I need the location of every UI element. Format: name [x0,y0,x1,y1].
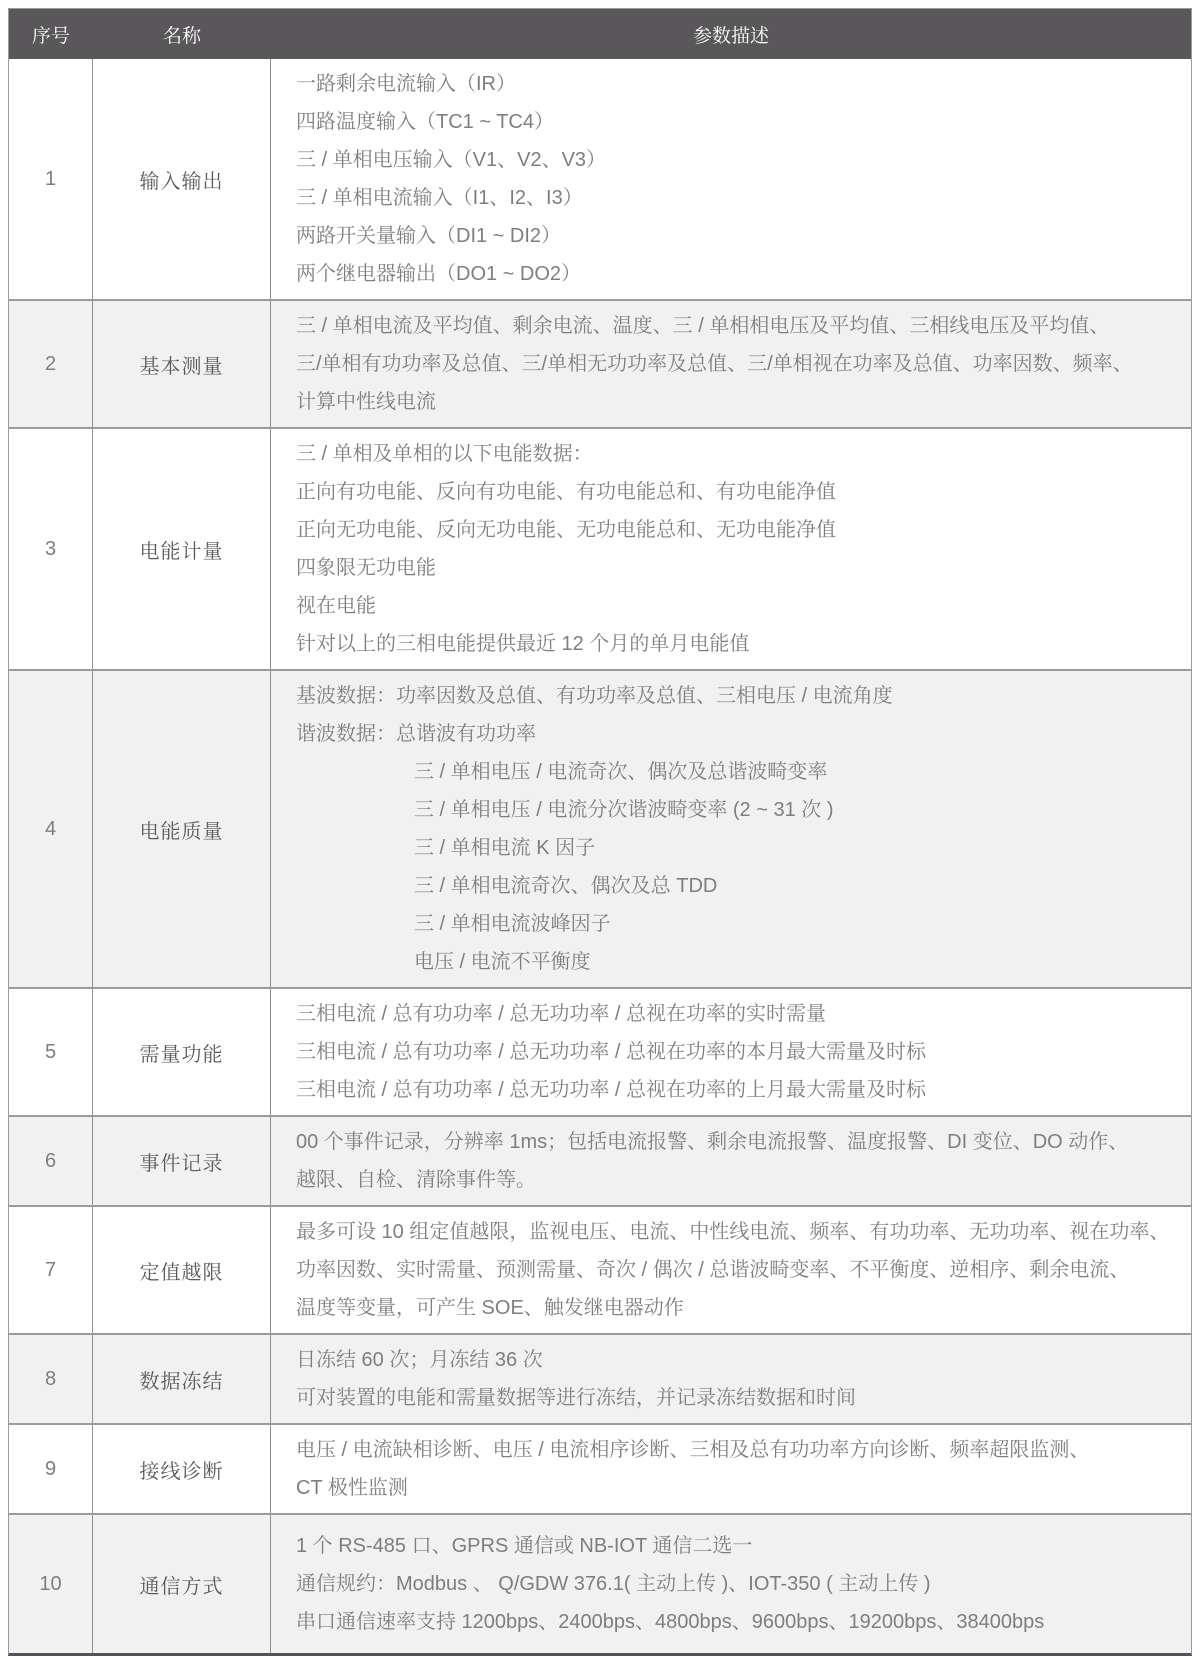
description-line: 计算中性线电流 [296,391,436,413]
table-body [9,59,1191,1653]
description-line: 正向有功电能、反向有功电能、有功电能总和、有功电能净值 [296,481,836,503]
row-number-cell: 5 [9,989,93,1115]
header-cell-description: 参数描述 [692,25,769,47]
row-name-cell: 定值越限 [93,1207,271,1333]
description-line: 正向无功电能、反向无功电能、无功电能总和、无功电能净值 [296,519,836,541]
description-line: 串口通信速率支持 1200bps、2400bps、4800bps、9600bps、19200bps、38400bps [296,1611,1045,1633]
header-cell-name: 名称 [162,25,201,47]
description-line: 三 / 单相及单相的以下电能数据： [296,443,593,465]
description-line: 电压 / 电流不平衡度 [414,951,591,973]
row-description-cell [271,671,1191,987]
description-line: 三 / 单相电流输入（I1、I2、I3） [296,187,583,209]
row-description-cell [271,989,1191,1115]
row-name-cell: 需量功能 [93,989,271,1115]
table-row [9,1513,1191,1653]
description-line: 视在电能 [296,595,376,617]
description-line: 三 / 单相电压 / 电流奇次、偶次及总谐波畸变率 [414,761,828,783]
description-line: 三 / 单相电流奇次、偶次及总 TDD [414,875,718,897]
description-line: 两个继电器输出（DO1 ~ DO2） [296,263,582,285]
header-cell-number: 序号 [31,25,70,47]
row-description-cell [271,429,1191,669]
description-line: 1 个 RS-485 口、GPRS 通信或 NB-IOT 通信二选一 [296,1535,753,1557]
row-description-cell [271,301,1191,427]
row-number-cell: 10 [9,1515,93,1653]
table-row [9,1115,1191,1205]
row-number-cell: 8 [9,1335,93,1423]
description-line: 可对装置的电能和需量数据等进行冻结，并记录冻结数据和时间 [296,1387,856,1409]
row-name-cell: 电能质量 [93,671,271,987]
table-row [9,669,1191,987]
row-number-cell: 3 [9,429,93,669]
row-description-cell [271,1335,1191,1423]
table-header-row [9,9,1191,59]
description-line: 电压 / 电流缺相诊断、电压 / 电流相序诊断、三相及总有功功率方向诊断、频率超限监测、 [296,1439,1090,1461]
row-number-cell: 1 [9,59,93,299]
description-line: 越限、自检、清除事件等。 [296,1169,536,1191]
row-description-cell [271,1425,1191,1513]
description-line: 基波数据：功率因数及总值、有功功率及总值、三相电压 / 电流角度 [296,685,893,707]
description-line: 通信规约：Modbus 、 Q/GDW 376.1( 主动上传 )、IOT-350 ( 主动上传 ) [296,1573,931,1595]
description-line: 谐波数据：总谐波有功功率 [296,723,536,745]
table-row [9,427,1191,669]
description-line: 一路剩余电流输入（IR） [296,73,516,95]
row-number-cell: 4 [9,671,93,987]
row-name-cell: 基本测量 [93,301,271,427]
description-line: 三 / 单相电流 K 因子 [414,837,596,859]
table-row [9,1423,1191,1513]
row-description-cell [271,1207,1191,1333]
description-line: 三相电流 / 总有功功率 / 总无功功率 / 总视在功率的本月最大需量及时标 [296,1041,927,1063]
row-number-cell: 9 [9,1425,93,1513]
row-name-cell: 事件记录 [93,1117,271,1205]
row-name-cell: 数据冻结 [93,1335,271,1423]
description-line: CT 极性监测 [296,1477,408,1499]
table-row [9,987,1191,1115]
description-line: 温度等变量，可产生 SOE、触发继电器动作 [296,1297,684,1319]
description-line: 最多可设 10 组定值越限，监视电压、电流、中性线电流、频率、有功功率、无功功率、视在功率、 [296,1221,1170,1243]
row-description-cell [271,59,1191,299]
row-number-cell: 2 [9,301,93,427]
description-line: 三/单相有功功率及总值、三/单相无功功率及总值、三/单相视在功率及总值、功率因数、频率、 [296,353,1133,375]
row-name-cell: 接线诊断 [93,1425,271,1513]
row-number-cell: 6 [9,1117,93,1205]
row-name-cell: 输入输出 [93,59,271,299]
description-line: 日冻结 60 次；月冻结 36 次 [296,1349,543,1371]
parameter-table [8,8,1192,1656]
description-line: 两路开关量输入（DI1 ~ DI2） [296,225,562,247]
description-line: 针对以上的三相电能提供最近 12 个月的单月电能值 [296,633,750,655]
description-line: 三 / 单相电压输入（V1、V2、V3） [296,149,607,171]
row-description-cell [271,1117,1191,1205]
table-row [9,1333,1191,1423]
description-line: 三 / 单相电流及平均值、剩余电流、温度、三 / 单相相电压及平均值、三相线电压及平均值、 [296,315,1110,337]
row-description-cell [271,1515,1191,1653]
table-row [9,1205,1191,1333]
description-line: 三 / 单相电压 / 电流分次谐波畸变率 (2 ~ 31 次 ) [414,799,834,821]
table-row [9,59,1191,299]
description-line: 四路温度输入（TC1 ~ TC4） [296,111,554,133]
row-name-cell: 通信方式 [93,1515,271,1653]
table-row [9,299,1191,427]
row-name-cell: 电能计量 [93,429,271,669]
description-line: 三相电流 / 总有功功率 / 总无功功率 / 总视在功率的实时需量 [296,1003,827,1025]
row-number-cell: 7 [9,1207,93,1333]
description-line: 四象限无功电能 [296,557,436,579]
description-line: 功率因数、实时需量、预测需量、奇次 / 偶次 / 总谐波畸变率、不平衡度、逆相序、剩余电流、 [296,1259,1130,1281]
description-line: 三相电流 / 总有功功率 / 总无功功率 / 总视在功率的上月最大需量及时标 [296,1079,927,1101]
description-line: 00 个事件记录，分辨率 1ms；包括电流报警、剩余电流报警、温度报警、DI 变位、DO 动作、 [296,1131,1129,1153]
description-line: 三 / 单相电流波峰因子 [414,913,611,935]
